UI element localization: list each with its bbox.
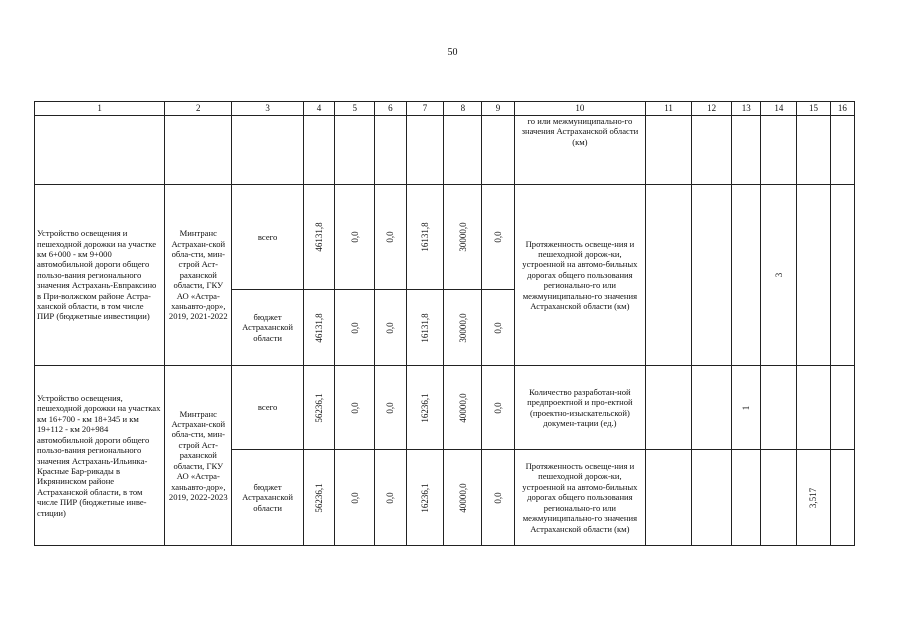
indicator-cell: Протяженность освеще-ния и пешеходной дорож-ки, устроенной на автомо-бильных дорогах общего пользования регионально-го или межмуниципально-го значения Астраханской области (км) xyxy=(514,450,645,546)
header-cell: 1 xyxy=(35,102,165,116)
value-cell: 0,0 xyxy=(482,185,515,290)
value-cell: 0,0 xyxy=(335,366,375,450)
source-cell: бюджет Астраханской области xyxy=(232,290,303,366)
value-cell: 40000,0 xyxy=(444,366,482,450)
table-row xyxy=(35,366,855,450)
value-cell: 0,0 xyxy=(335,290,375,366)
header-cell: 15 xyxy=(797,102,831,116)
header-cell: 2 xyxy=(165,102,232,116)
value-cell: 16131,8 xyxy=(406,290,444,366)
header-cell: 8 xyxy=(444,102,482,116)
header-cell: 6 xyxy=(375,102,406,116)
indicator-value-cell: 1 xyxy=(732,366,761,450)
value-cell: 40000,0 xyxy=(444,450,482,546)
table-row xyxy=(35,185,855,290)
header-row xyxy=(35,102,855,116)
value-cell: 56236,1 xyxy=(303,450,334,546)
event-name-cell: Устройство освещения и пешеходной дорожки на участке км 6+000 - км 9+000 автомобильной дороги общего пользо-вания регионального значения Астрахань-Евпраксино в При-волжском районе Астра-ханской области, в том числе ПИР (бюджетные инвестиции) xyxy=(35,185,165,366)
executor-cell: Минтранс Астрахан-ской обла-сти, мин-строй Аст-раханской области, ГКУ АО «Астра-ханьавто-дор», 2019, 2022-2023 xyxy=(165,366,232,546)
indicator-cell: Количество разработан-ной предпроектной и про-ектной (проектно-изыскательской) докумен-тации (ед.) xyxy=(514,366,645,450)
header-cell: 11 xyxy=(646,102,692,116)
source-cell: бюджет Астраханской области xyxy=(232,450,303,546)
executor-cell: Минтранс Астрахан-ской обла-сти, мин-строй Аст-раханской области, ГКУ АО «Астра-ханьавто-дор», 2019, 2021-2022 xyxy=(165,185,232,366)
value-cell: 0,0 xyxy=(482,290,515,366)
value-cell: 0,0 xyxy=(375,185,406,290)
value-cell: 30000,0 xyxy=(444,185,482,290)
continuation-row xyxy=(35,116,855,185)
header-cell: 14 xyxy=(761,102,797,116)
indicator-value-cell: 3,517 xyxy=(797,450,831,546)
indicator-cell: го или межмуниципально-го значения Астраханской области (км) xyxy=(514,116,645,185)
header-cell: 16 xyxy=(830,102,854,116)
source-cell: всего xyxy=(232,185,303,290)
indicator-cell: Протяженность освеще-ния и пешеходной дорож-ки, устроенной на автомо-бильных дорогах общего пользования регионально-го или межмуниципально-го значения Астраханской области (км) xyxy=(514,185,645,366)
value-cell: 16236,1 xyxy=(406,366,444,450)
value-cell: 16131,8 xyxy=(406,185,444,290)
header-cell: 10 xyxy=(514,102,645,116)
value-cell: 46131,8 xyxy=(303,185,334,290)
value-cell: 0,0 xyxy=(482,366,515,450)
value-cell: 16236,1 xyxy=(406,450,444,546)
indicator-value-cell: 3 xyxy=(761,185,797,366)
value-cell: 0,0 xyxy=(335,450,375,546)
header-cell: 9 xyxy=(482,102,515,116)
value-cell: 56236,1 xyxy=(303,366,334,450)
value-cell: 0,0 xyxy=(375,450,406,546)
value-cell: 0,0 xyxy=(375,290,406,366)
header-cell: 3 xyxy=(232,102,303,116)
header-cell: 7 xyxy=(406,102,444,116)
value-cell: 30000,0 xyxy=(444,290,482,366)
value-cell: 0,0 xyxy=(335,185,375,290)
header-cell: 5 xyxy=(335,102,375,116)
value-cell: 0,0 xyxy=(375,366,406,450)
event-name-cell: Устройство освещения, пешеходной дорожки на участках км 16+700 - км 18+345 и км 19+112 - км 20+984 автомобильной дороги общего пользо-вания регионального значения Астрахань-Ильинка-Красные Бар-рикады в Икрянинском районе Астраханской области, в том числе ПИР (бюджетные инве-стиции) xyxy=(35,366,165,546)
value-cell: 46131,8 xyxy=(303,290,334,366)
header-cell: 12 xyxy=(692,102,732,116)
source-cell: всего xyxy=(232,366,303,450)
header-cell: 4 xyxy=(303,102,334,116)
program-table xyxy=(34,101,855,546)
value-cell: 0,0 xyxy=(482,450,515,546)
page-number: 50 xyxy=(447,47,458,58)
header-cell: 13 xyxy=(732,102,761,116)
